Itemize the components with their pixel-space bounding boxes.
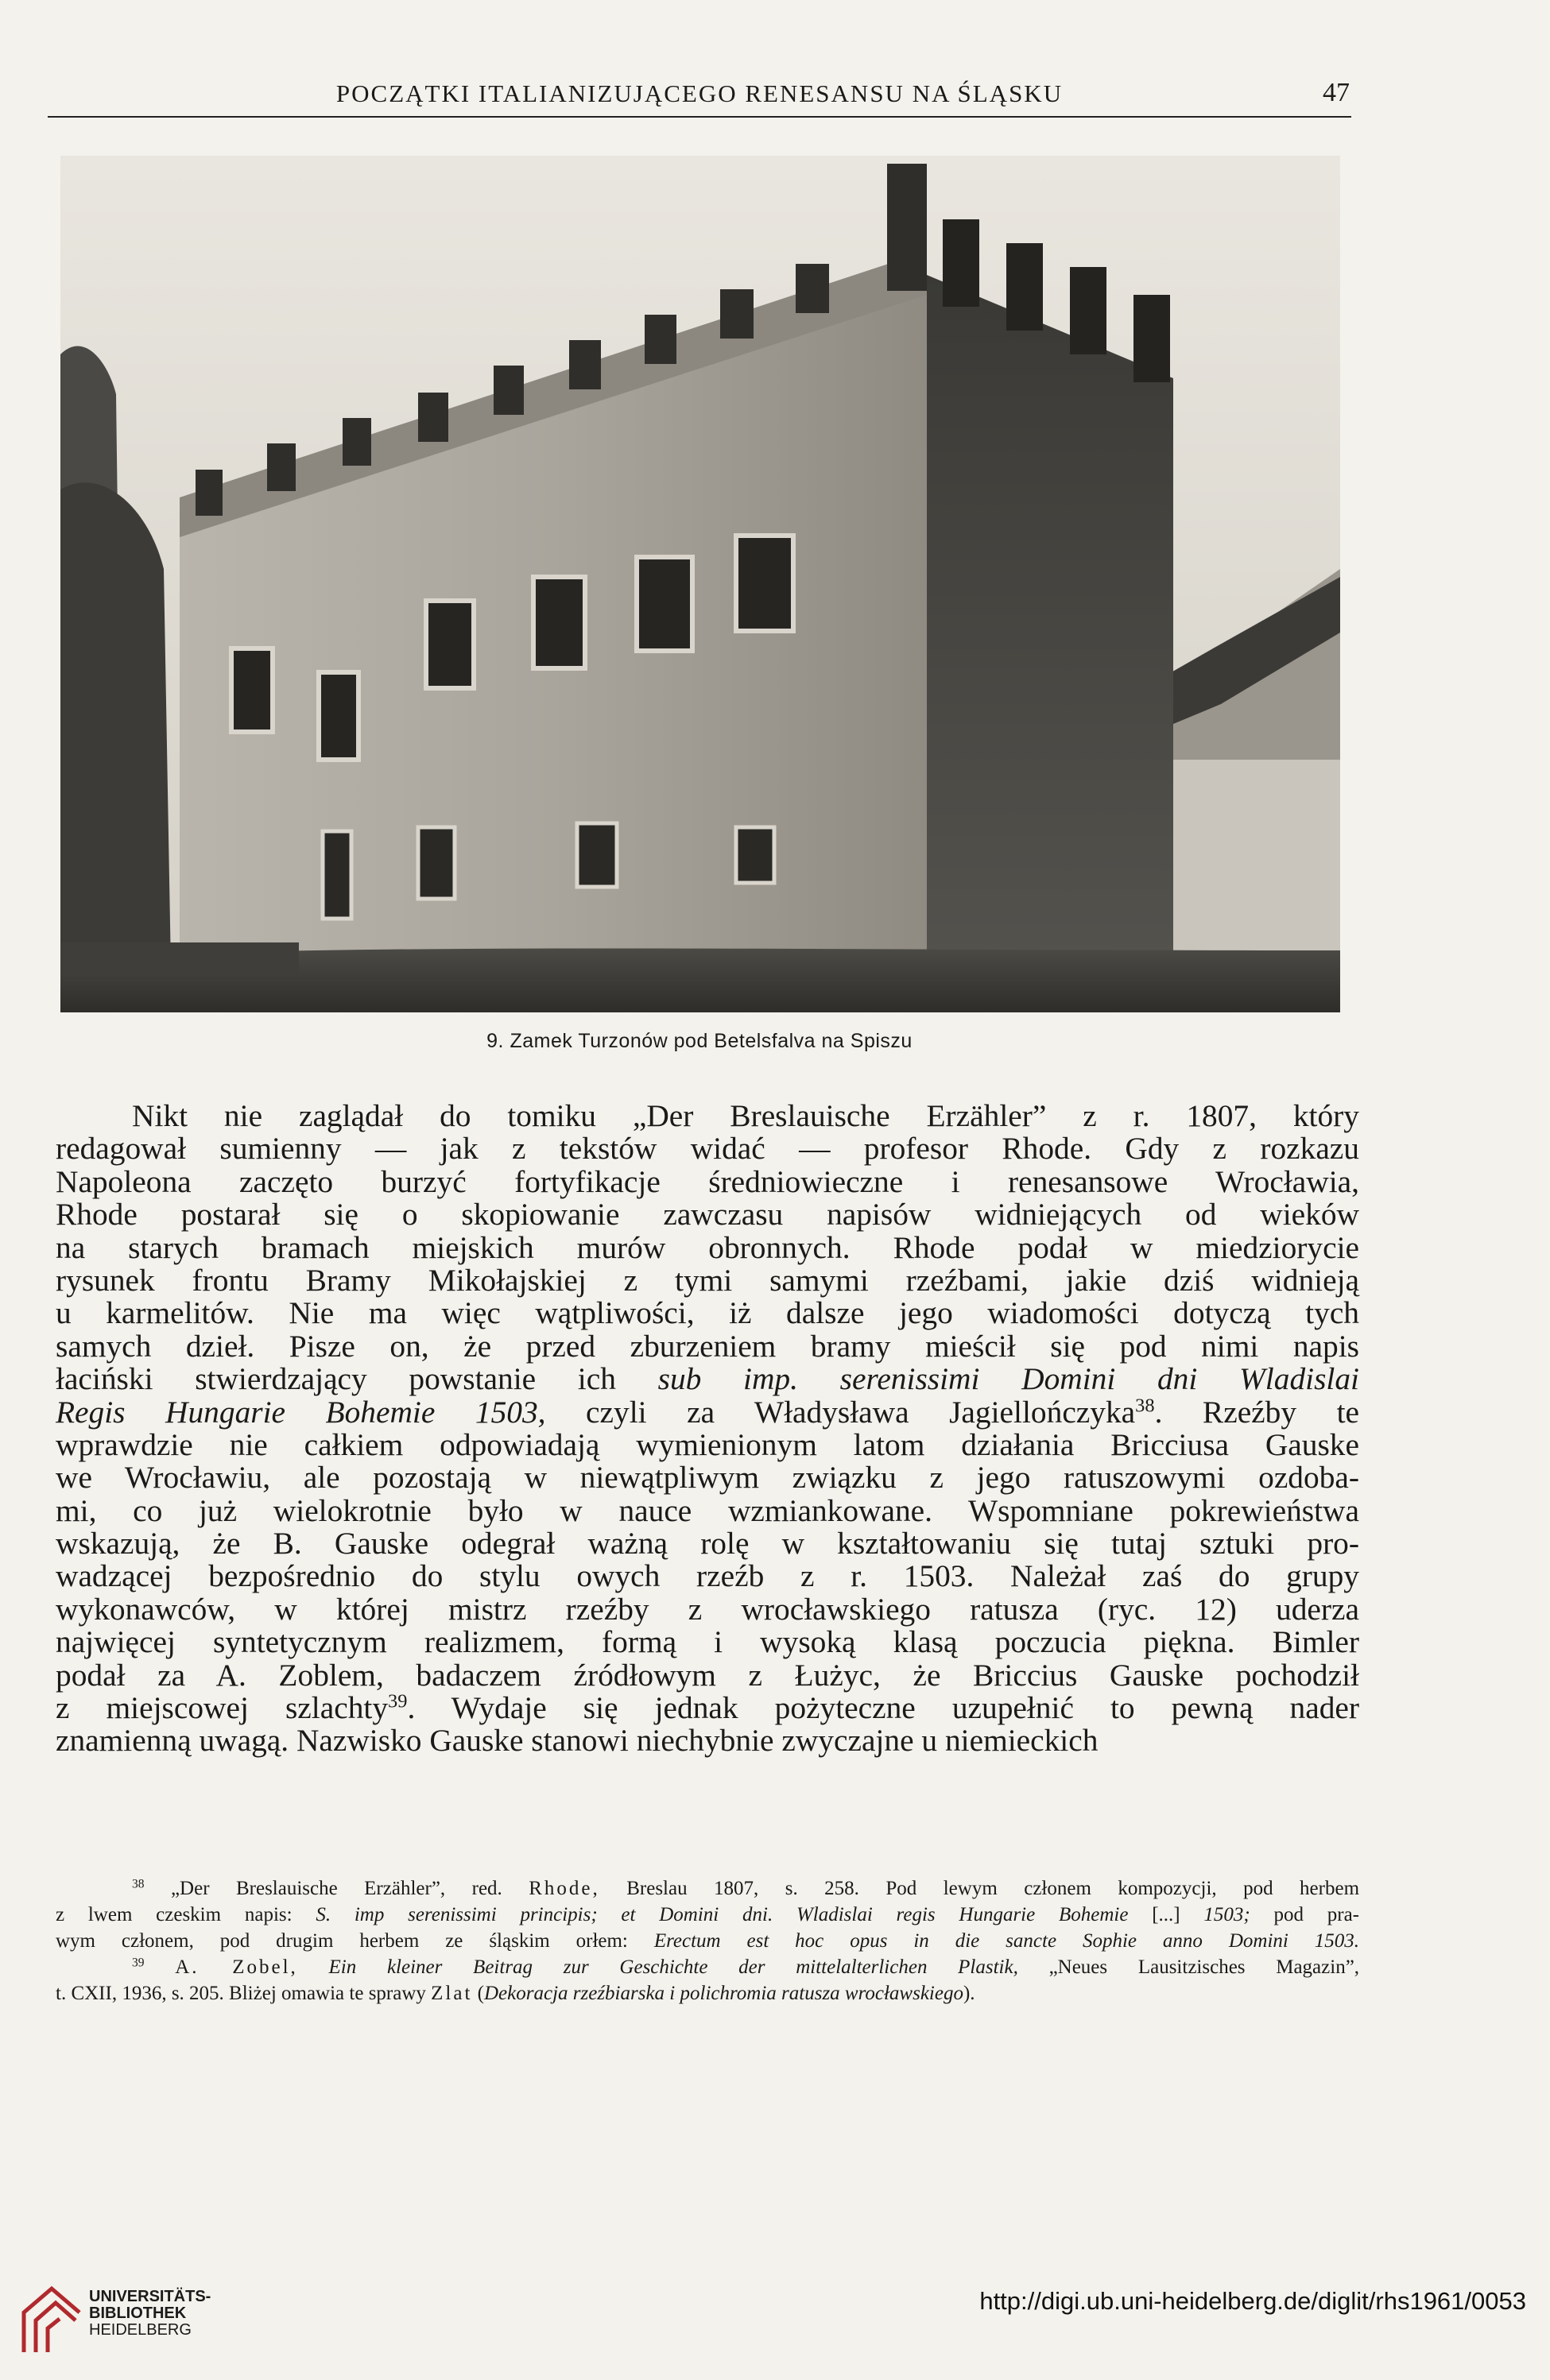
library-logo-icon [16, 2281, 83, 2356]
author-name: Zlat [431, 1983, 473, 2004]
footnote-39 [56, 1954, 1359, 1980]
footnote-italic: S. imp serenissimi principis; et Domini dni. Wladislai regis Hungarie Bohemie [316, 1904, 1129, 1925]
footnote-line [56, 1902, 1359, 1928]
text-segment: . Rzeźby te [1154, 1394, 1359, 1430]
text-segment: łaciński stwierdzający powstanie ich [56, 1361, 616, 1397]
footnote-ref-39[interactable]: 39 [388, 1690, 408, 1712]
text-line: Napoleona zaczęto burzyć fortyfikacje średniowieczne i renesansowe Wrocławia, [56, 1163, 1359, 1199]
text-line: mi, co już wielokrotnie było w nauce wzmiankowane. Wspomniane pokrewieństwa [56, 1492, 1359, 1528]
text-line: Rhode postarał się o skopiowanie zawczasu napisów widniejących od wieków [56, 1197, 1359, 1233]
text-line: wskazują, że B. Gauske odegrał ważną rolę w kształtowaniu się tutaj sztuki pro- [56, 1526, 1359, 1562]
text-segment: czyli za Władysława Jagiellończyka [586, 1394, 1136, 1430]
text-line: wykonawców, w której mistrz rzeźby z wrocławskiego ratusza (ryc. 12) uderza [56, 1591, 1359, 1627]
footnote-mark: 38 [132, 1877, 145, 1891]
library-name-line: HEIDELBERG [89, 2321, 192, 2339]
footnote-text: wym członem, pod drugim herbem ze śląskim orłem: [56, 1930, 628, 1952]
author-name: A. Zobel, [175, 1956, 298, 1978]
library-name [89, 2289, 211, 2339]
text-line: Nikt nie zaglądał do tomiku „Der Breslauische Erzähler” z r. 1807, który [132, 1098, 1359, 1133]
text-line: we Wrocławiu, ale pozostają w niewątpliwym związku z jego ratuszowymi ozdoba- [56, 1460, 1359, 1496]
text-line [56, 1396, 1359, 1429]
text-line [56, 1692, 1359, 1724]
footnote-line: t. CXII, 1936, s. 205. Bliżej omawia te sprawy Zlat (Dekoracja rzeźbiarska i polichromia ratusza wrocławskiego). [56, 1983, 975, 2004]
main-text [56, 1100, 1359, 1758]
castle-photograph [60, 156, 1340, 1012]
library-name-line: BIBLIOTHEK [89, 2305, 187, 2322]
footnote-38 [56, 1875, 1359, 1902]
footnote-text: „Neues Lausitzisches Magazin”, [1048, 1956, 1360, 1978]
latin-inscription: sub imp. serenissimi Domini dni Wladislai [657, 1361, 1359, 1397]
text-line [56, 1363, 1359, 1395]
castle-photograph-image [60, 156, 1340, 1012]
footnote-italic: Dekoracja rzeźbiarska i polichromia ratusza wrocławskiego [484, 1983, 963, 2004]
text-line: wadzącej bezpośrednio do stylu owych rzeźb z r. 1503. Należał zaś do grupy [56, 1558, 1359, 1594]
text-line: najwięcej syntetycznym realizmem, formą i wysoką klasą poczucia piękna. Bimler [56, 1624, 1359, 1660]
footnotes [56, 1875, 1359, 2007]
library-name-line: UNIVERSITÄTS- [89, 2288, 211, 2305]
footnote-text: z lwem czeskim napis: [56, 1904, 293, 1925]
footnote-italic: Erectum est hoc opus in die sancte Sophie anno Domini 1503. [653, 1930, 1360, 1952]
running-title: POCZĄTKI ITALIANIZUJĄCEGO RENESANSU NA ŚLĄSKU [335, 79, 1064, 107]
text-segment: . Wydaje się jednak pożyteczne uzupełnić to pewną nader [407, 1690, 1359, 1726]
text-line: znamienną uwagą. Nazwisko Gauske stanowi niechybnie zwyczajne u niemieckich [56, 1723, 1099, 1759]
source-url[interactable]: http://digi.ub.uni-heidelberg.de/diglit/rhs1961/0053 [979, 2287, 1526, 2315]
latin-inscription: Regis Hungarie Bohemie 1503, [56, 1394, 546, 1430]
text-line: podał za A. Zoblem, badaczem źródłowym z Łużyc, że Briccius Gauske pochodził [56, 1657, 1359, 1693]
text-line: samych dzieł. Pisze on, że przed zburzeniem bramy mieścił się pod nimi napis [56, 1328, 1359, 1364]
footnote-text: Breslau 1807, s. 258. Pod lewym członem kompozycji, pod herbem [626, 1878, 1360, 1899]
author-name: Rhode, [529, 1878, 600, 1899]
text-line: na starych bramach miejskich murów obronnych. Rhode podał w miedziorycie [56, 1229, 1359, 1265]
text-line: wprawdzie nie całkiem odpowiadają wymienionym latom działania Bricciusa Gauske [56, 1426, 1359, 1462]
text-line: u karmelitów. Nie ma więc wątpliwości, iż dalsze jego wiadomości dotyczą tych [56, 1295, 1359, 1331]
page-number: 47 [1323, 78, 1350, 107]
footnote-text: „Der Breslauische Erzähler”, red. [170, 1878, 502, 1899]
footnote-line [56, 1928, 1359, 1954]
running-head [48, 76, 1351, 118]
footnote-text: pod pra- [1273, 1904, 1359, 1925]
footnote-text: t. CXII, 1936, s. 205. Bliżej omawia te sprawy [56, 1983, 426, 2004]
footer [0, 2255, 1550, 2380]
footnote-ref-38[interactable]: 38 [1135, 1395, 1155, 1417]
text-segment: z miejscowej szlachty [56, 1690, 389, 1726]
text-line: rysunek frontu Bramy Mikołajskiej z tymi samymi rzeźbami, jakie dziś widnieją [56, 1262, 1359, 1298]
footnote-italic: Ein kleiner Beitrag zur Geschichte der mittelalterlichen Plastik, [328, 1956, 1018, 1978]
text-line: redagował sumienny — jak z tekstów widać — profesor Rhode. Gdy z rozkazu [56, 1131, 1359, 1167]
footnote-text: ). [963, 1983, 975, 2004]
footnote-italic: 1503; [1203, 1904, 1250, 1925]
footnote-mark: 39 [132, 1956, 145, 1970]
figure-caption: 9. Zamek Turzonów pod Betelsfalva na Spiszu [486, 1030, 913, 1052]
footnote-text: [...] [1152, 1904, 1180, 1925]
